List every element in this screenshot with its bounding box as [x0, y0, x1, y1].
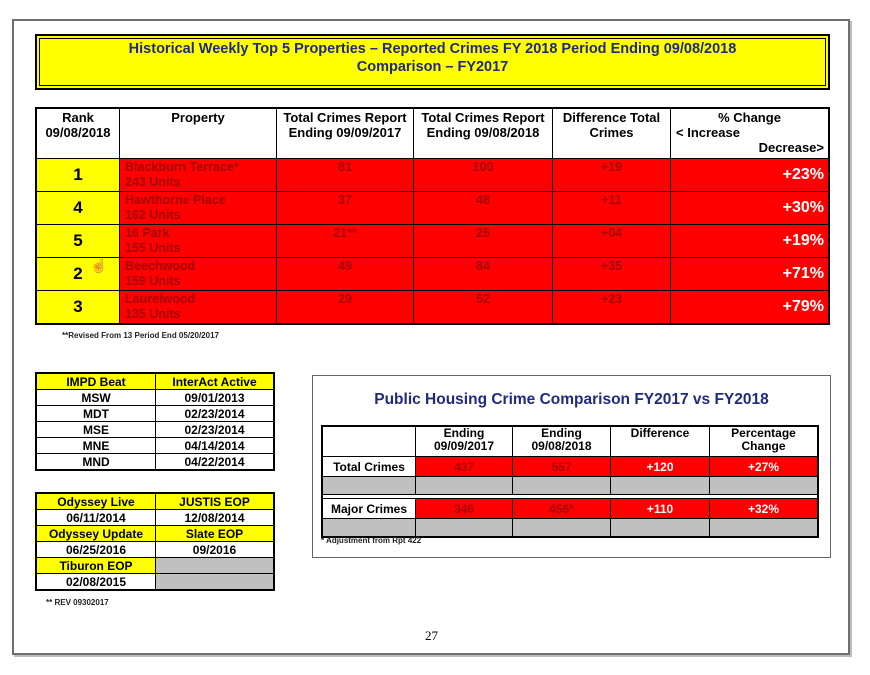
table-row [36, 438, 274, 454]
beat-cell: MSW [36, 390, 156, 406]
ending-2017-header [416, 426, 513, 457]
property-name: 16 Park [125, 226, 170, 240]
pct-increase-label: < Increase [676, 125, 740, 140]
date-cell: 02/23/2014 [156, 406, 275, 422]
rank-header-date: 09/08/2018 [45, 125, 111, 140]
table-row [36, 159, 829, 192]
housing-corner-cell [322, 426, 416, 457]
difference-cell: +04 [553, 225, 671, 258]
crimes-2018-cell: 52 [414, 291, 553, 325]
report-title-line1: Historical Weekly Top 5 Properties – Reported Crimes FY 2018 Period Ending 09/08/2018 [128, 41, 737, 57]
pct-change-label: % Change [718, 110, 781, 125]
date-cell: 04/22/2014 [156, 454, 275, 471]
ending-2017-date: 09/09/2017 [433, 439, 495, 453]
slate-eop-header: Slate EOP [156, 526, 275, 542]
row-label: Total Crimes [322, 457, 416, 477]
empty-gray-cell [156, 574, 275, 591]
row-label: Major Crimes [322, 499, 416, 519]
page-number: 27 [425, 628, 438, 643]
property-name: Hawthorne Place [125, 193, 226, 207]
empty-gray-cell [416, 519, 513, 538]
property-name: Blackburn Terrace* [125, 160, 239, 174]
impd-beat-table [35, 372, 275, 471]
table-row [36, 406, 274, 422]
property-name: Laurelwood [125, 292, 196, 306]
rank-cell: 3 [36, 291, 120, 325]
crimes-2018-cell: 48 [414, 192, 553, 225]
date-cell: 04/14/2014 [156, 438, 275, 454]
value-2017-cell: 346 [416, 499, 513, 519]
table-row [322, 457, 818, 477]
justis-eop-date: 12/08/2014 [156, 510, 275, 526]
table-row [36, 422, 274, 438]
property-units: 162 Units [125, 208, 181, 222]
odyssey-update-header: Odyssey Update [36, 526, 156, 542]
report-title-line2: Comparison – FY2017 [356, 59, 509, 75]
odyssey-update-date: 06/25/2016 [36, 542, 156, 558]
percentage-label: Percentage [731, 426, 796, 440]
difference-cell: +120 [611, 457, 710, 477]
beat-cell: MND [36, 454, 156, 471]
difference-cell: +23 [553, 291, 671, 325]
rank-header-label: Rank [62, 110, 94, 125]
property-units: 159 Units [125, 274, 181, 288]
table-row [36, 390, 274, 406]
housing-header-row [322, 426, 818, 457]
odyssey-live-date: 06/11/2014 [36, 510, 156, 526]
public-housing-panel [312, 375, 831, 558]
ending-2018-label: Ending [541, 426, 582, 440]
difference-cell: +110 [611, 499, 710, 519]
table-row [36, 258, 829, 291]
property-cell [120, 291, 277, 325]
property-cell [120, 258, 277, 291]
justis-eop-header: JUSTIS EOP [156, 493, 275, 510]
pct-change-cell: +30% [671, 192, 830, 225]
top5-properties-table [35, 107, 830, 325]
crimes-2017-cell: 49 [277, 258, 414, 291]
empty-gray-cell [322, 519, 416, 538]
rank-header [36, 108, 120, 159]
crimes-2018-cell: 100 [414, 159, 553, 192]
tiburon-eop-date: 02/08/2015 [36, 574, 156, 591]
systems-table [35, 492, 275, 591]
table-row [322, 499, 818, 519]
crimes-2017-cell: 81 [277, 159, 414, 192]
property-cell [120, 192, 277, 225]
rank-cell: 1 [36, 159, 120, 192]
odyssey-live-header: Odyssey Live [36, 493, 156, 510]
difference-cell: +35 [553, 258, 671, 291]
pct-change-header [671, 108, 830, 159]
difference-header: Difference Total Crimes [553, 108, 671, 159]
pct-change-cell: +79% [671, 291, 830, 325]
crimes-2018-header: Total Crimes Report Ending 09/08/2018 [414, 108, 553, 159]
crimes-2017-cell: 21** [277, 225, 414, 258]
crimes-2018-cell: 25 [414, 225, 553, 258]
gray-row [322, 519, 818, 538]
top5-header-row [36, 108, 829, 159]
property-units: 135 Units [125, 307, 181, 321]
ending-2018-header [513, 426, 611, 457]
ending-2018-date: 09/08/2018 [531, 439, 592, 453]
table-row [36, 192, 829, 225]
value-2017-cell: 437 [416, 457, 513, 477]
housing-difference-header: Difference [611, 426, 710, 457]
date-cell: 02/23/2014 [156, 422, 275, 438]
public-housing-title: Public Housing Crime Comparison FY2017 vs FY2018 [374, 391, 769, 408]
crimes-2018-cell: 84 [414, 258, 553, 291]
impd-beat-header: IMPD Beat [36, 373, 156, 390]
property-units: 155 Units [125, 241, 181, 255]
pct-change-cell: +71% [671, 258, 830, 291]
property-name: Beechwood [125, 259, 196, 273]
empty-gray-cell [710, 519, 819, 538]
beat-cell: MSE [36, 422, 156, 438]
rank-cell: 4 [36, 192, 120, 225]
percentage-change-header [710, 426, 819, 457]
empty-gray-cell [611, 519, 710, 538]
difference-cell: +19 [553, 159, 671, 192]
percentage-cell: +32% [710, 499, 819, 519]
rev-note: ** REV 09302017 [46, 598, 109, 607]
pct-change-cell: +23% [671, 159, 830, 192]
crimes-2017-header: Total Crimes Report Ending 09/09/2017 [277, 108, 414, 159]
rank-cell: 2 [36, 258, 120, 291]
difference-cell: +11 [553, 192, 671, 225]
change-label: Change [741, 439, 786, 453]
empty-gray-cell [710, 477, 819, 495]
beat-cell: MNE [36, 438, 156, 454]
empty-gray-cell [513, 519, 611, 538]
table-row [36, 454, 274, 471]
gray-row [322, 477, 818, 495]
empty-gray-cell [611, 477, 710, 495]
crimes-2017-cell: 29 [277, 291, 414, 325]
interact-active-header: InterAct Active [156, 373, 275, 390]
hand-pointer-icon: ☝ [90, 257, 108, 273]
value-2018-cell: 557 [513, 457, 611, 477]
pct-change-cell: +19% [671, 225, 830, 258]
ending-2017-label: Ending [443, 426, 485, 440]
table-row [36, 291, 829, 325]
table-row [36, 225, 829, 258]
value-2018-cell: 456* [513, 499, 611, 519]
report-title-banner [35, 34, 830, 90]
public-housing-table [321, 425, 819, 538]
property-header: Property [120, 108, 277, 159]
property-cell [120, 225, 277, 258]
pct-decrease-label: Decrease> [758, 140, 824, 155]
date-cell: 09/01/2013 [156, 390, 275, 406]
rank-cell: 5 [36, 225, 120, 258]
empty-gray-cell [416, 477, 513, 495]
tiburon-eop-header: Tiburon EOP [36, 558, 156, 574]
beat-cell: MDT [36, 406, 156, 422]
empty-gray-cell [513, 477, 611, 495]
empty-gray-cell [156, 558, 275, 574]
empty-gray-cell [322, 477, 416, 495]
slate-eop-date: 09/2016 [156, 542, 275, 558]
property-units: 243 Units [125, 175, 181, 189]
property-cell [120, 159, 277, 192]
crimes-2017-cell: 37 [277, 192, 414, 225]
revision-note: **Revised From 13 Period End 05/20/2017 [62, 331, 219, 340]
adjustment-note: * Adjustment from Rpt 422 [321, 536, 422, 545]
percentage-cell: +27% [710, 457, 819, 477]
